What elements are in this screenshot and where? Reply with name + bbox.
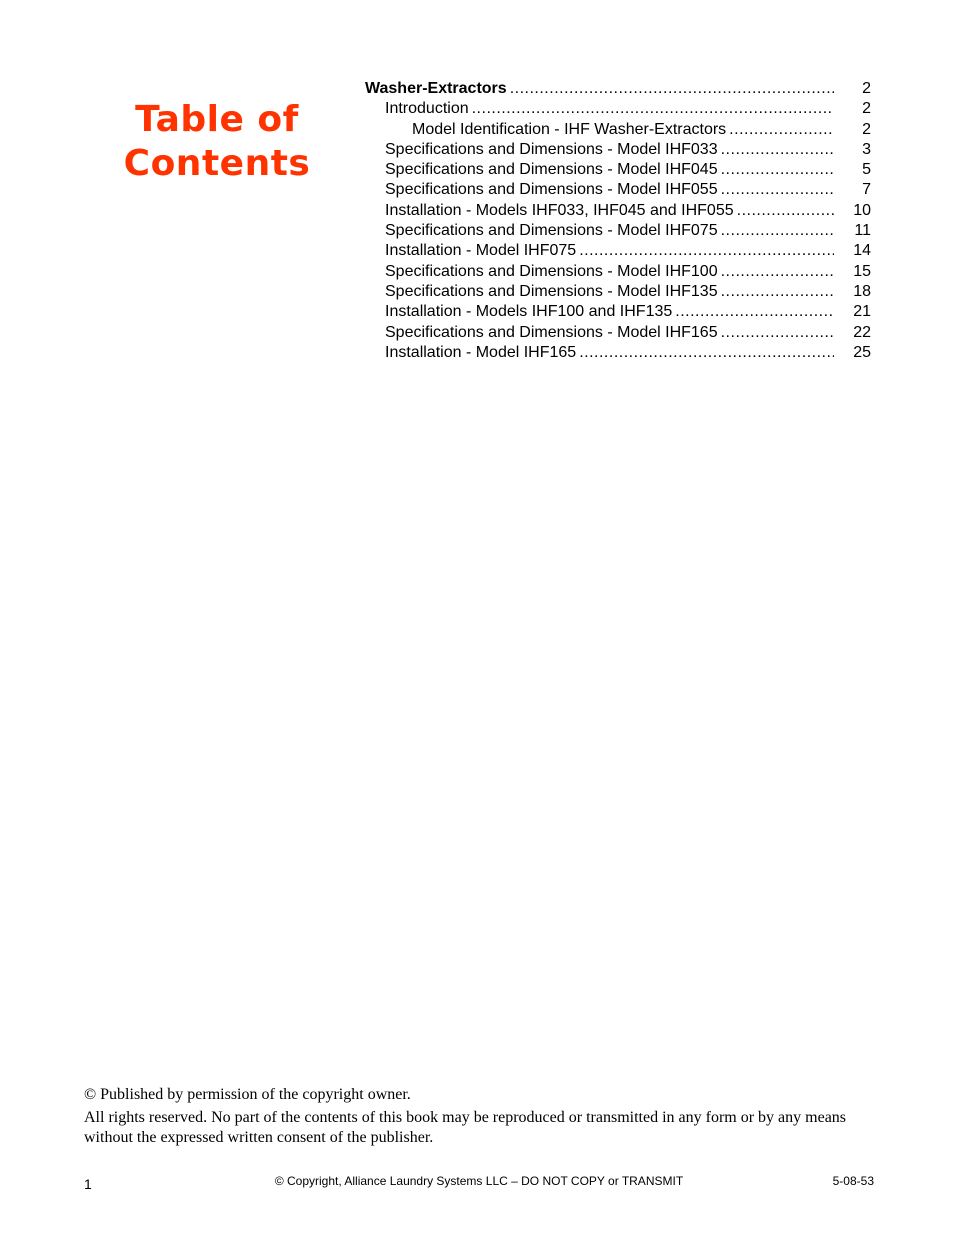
toc-dot-leader (721, 323, 834, 343)
toc-dot-leader (510, 79, 834, 99)
toc-entry-label: Washer-Extractors (365, 80, 507, 97)
page-title-line-2: Contents (123, 143, 311, 185)
toc-entry-label: Introduction (385, 100, 469, 118)
toc-entry[interactable] (365, 160, 871, 180)
toc-entry-label: Installation - Model IHF165 (385, 343, 577, 361)
footer-copyright: © Copyright, Alliance Laundry Systems LLC – DO NOT COPY or TRANSMIT (274, 1174, 684, 1188)
document-code: 5-08-53 (832, 1174, 874, 1188)
toc-dot-leader (737, 201, 834, 221)
toc-dot-leader (721, 160, 834, 180)
toc-entry[interactable] (365, 282, 871, 302)
toc-entry[interactable] (365, 120, 871, 140)
toc-entry-page: 25 (853, 343, 871, 361)
toc-entry-page: 5 (862, 161, 871, 179)
toc-dot-leader (729, 120, 834, 140)
toc-entry-label: Installation - Models IHF100 and IHF135 (385, 303, 673, 321)
toc-entry-label: Specifications and Dimensions - Model IHF165 (385, 323, 718, 341)
toc-entry-page: 14 (853, 242, 871, 260)
toc-entry-label: Specifications and Dimensions - Model IHF100 (385, 262, 718, 280)
toc-entry[interactable] (365, 79, 871, 99)
toc-entry[interactable] (365, 140, 871, 160)
toc-entry[interactable] (365, 302, 871, 322)
toc-dot-leader (721, 180, 834, 200)
toc-entry-page: 7 (862, 181, 871, 199)
toc-dot-leader (721, 140, 834, 160)
toc-entry[interactable] (365, 262, 871, 282)
toc-entry-label: Specifications and Dimensions - Model IHF045 (385, 161, 718, 179)
toc-dot-leader (675, 302, 834, 322)
toc-entry-page: 11 (854, 222, 871, 240)
toc-entry-label: Installation - Model IHF075 (385, 242, 577, 260)
toc-entry[interactable] (365, 343, 871, 363)
page-footer (84, 1174, 874, 1194)
rights-notice: All rights reserved. No part of the contents of this book may be reproduced or transmitted in any form or by any means without the expressed written consent of the publisher. (84, 1109, 847, 1146)
page-number: 1 (84, 1176, 92, 1192)
toc-entry-label: Specifications and Dimensions - Model IHF075 (385, 222, 718, 240)
toc-entry-page: 2 (862, 100, 871, 118)
toc-entry-label: Installation - Models IHF033, IHF045 and IHF055 (385, 201, 734, 219)
toc-entry-label: Specifications and Dimensions - Model IHF033 (385, 140, 718, 158)
toc-entry-page: 2 (862, 120, 871, 138)
toc-dot-leader (721, 282, 834, 302)
toc-entry[interactable] (365, 180, 871, 200)
toc-entry-page: 10 (853, 201, 871, 219)
toc-entry-page: 21 (853, 303, 871, 321)
toc-entry-page: 18 (853, 282, 871, 300)
toc-entry-page: 22 (853, 323, 871, 341)
toc-entry-page: 15 (853, 262, 871, 280)
toc-entry-label: Specifications and Dimensions - Model IHF135 (385, 282, 718, 300)
toc-entry[interactable] (365, 221, 871, 241)
page-title (112, 98, 322, 186)
toc-entry-page: 3 (862, 140, 871, 158)
toc-entry-label: Model Identification - IHF Washer-Extractors (412, 120, 727, 138)
toc-dot-leader (579, 241, 834, 261)
table-of-contents (365, 79, 871, 363)
published-notice: © Published by permission of the copyright owner. (84, 1086, 411, 1103)
toc-dot-leader (721, 221, 834, 241)
toc-entry-label: Specifications and Dimensions - Model IHF055 (385, 181, 718, 199)
toc-entry[interactable] (365, 241, 871, 261)
toc-entry[interactable] (365, 323, 871, 343)
toc-dot-leader (472, 99, 834, 119)
toc-dot-leader (579, 343, 834, 363)
copyright-notice (84, 1085, 874, 1151)
page-title-line-1: Table of (135, 99, 299, 141)
toc-entry-page: 2 (862, 80, 871, 97)
toc-dot-leader (721, 262, 834, 282)
toc-entry[interactable] (365, 201, 871, 221)
toc-entry[interactable] (365, 99, 871, 119)
